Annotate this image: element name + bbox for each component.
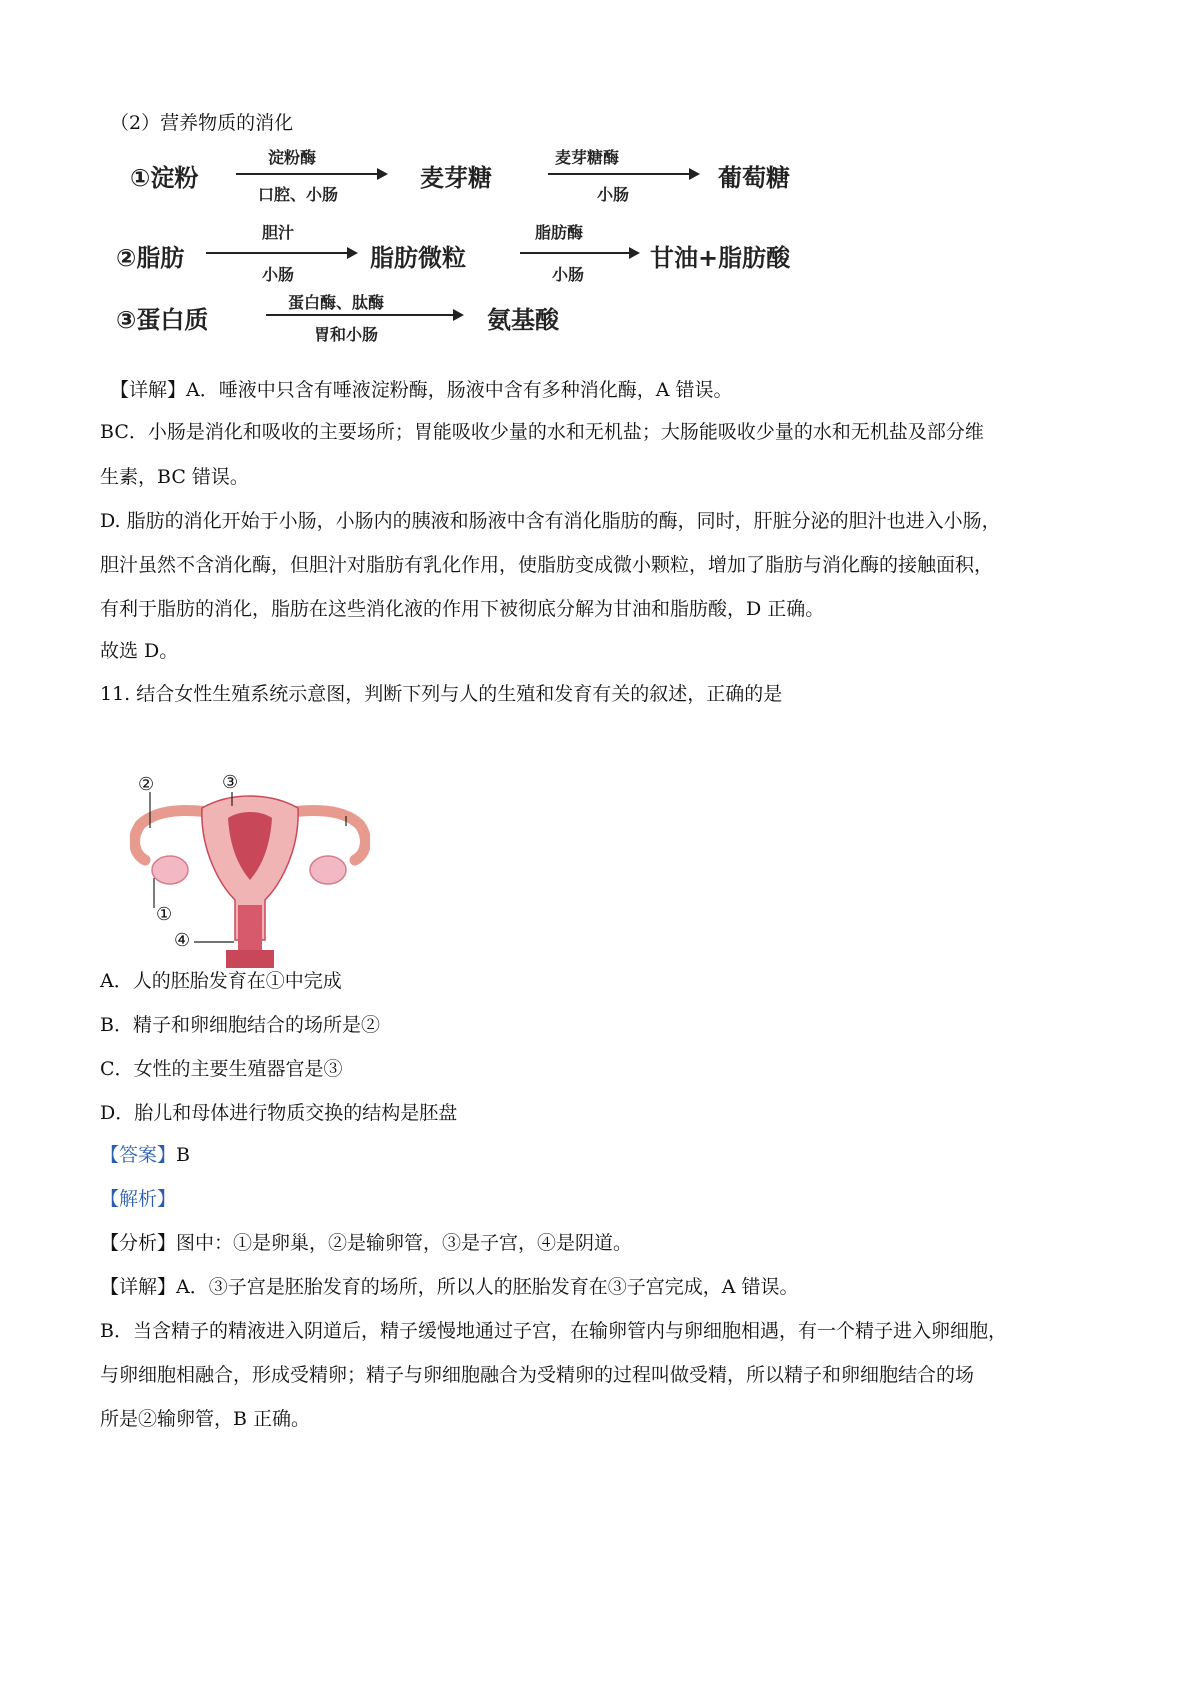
flow-start-protein: ③蛋白质 bbox=[116, 306, 209, 334]
flow-arrow bbox=[548, 173, 698, 175]
analysis-figure: 【分析】图中：①是卵巢，②是输卵管，③是子宫，④是阴道。 bbox=[100, 1232, 633, 1254]
answer-line bbox=[100, 1140, 190, 1167]
answer-label: 【答案】 bbox=[100, 1144, 177, 1166]
answer-value: B bbox=[176, 1144, 190, 1166]
flow-arrow bbox=[206, 252, 356, 254]
analysis-detail-a: 【详解】A．③子宫是胚胎发育的场所，所以人的胚胎发育在③子宫完成，A 错误。 bbox=[100, 1276, 799, 1298]
analysis-label: 【解析】 bbox=[100, 1188, 177, 1210]
flow-arrow bbox=[266, 314, 462, 316]
flow-enzyme-protease: 蛋白酶、肽酶 bbox=[288, 293, 385, 312]
label-two: ② bbox=[138, 774, 155, 795]
analysis-detail-b-line3: 所是②输卵管，B 正确。 bbox=[100, 1408, 311, 1430]
flow-place-intestine: 小肠 bbox=[597, 185, 630, 204]
flow-enzyme-lipase: 脂肪酶 bbox=[535, 223, 584, 242]
option-d: D．胎儿和母体进行物质交换的结构是胚盘 bbox=[100, 1102, 458, 1124]
flow-start-starch: ①淀粉 bbox=[130, 164, 199, 192]
flow-bile: 胆汁 bbox=[262, 223, 295, 242]
detail-d-line2: 胆汁虽然不含消化酶，但胆汁对脂肪有乳化作用，使脂肪变成微小颗粒，增加了脂肪与消化酶的接触面积， bbox=[100, 554, 994, 576]
label-four: ④ bbox=[174, 930, 191, 951]
option-b: B．精子和卵细胞结合的场所是② bbox=[100, 1014, 380, 1036]
flow-place-intestine: 小肠 bbox=[262, 265, 295, 284]
option-c: C．女性的主要生殖器官是③ bbox=[100, 1058, 343, 1080]
flow-enzyme-amylase: 淀粉酶 bbox=[268, 148, 317, 167]
flow-mid-fat-droplets: 脂肪微粒 bbox=[370, 244, 466, 272]
flow-end-amino-acid: 氨基酸 bbox=[487, 306, 559, 334]
flow-mid-maltose: 麦芽糖 bbox=[420, 164, 492, 192]
label-three: ③ bbox=[222, 772, 239, 793]
detail-bc-line1: BC．小肠是消化和吸收的主要场所；胃能吸收少量的水和无机盐；大肠能吸收少量的水和无机盐及部分维 bbox=[100, 421, 984, 443]
flow-place-mouth: 口腔、小肠 bbox=[258, 185, 339, 204]
analysis-detail-b-line2: 与卵细胞相融合，形成受精卵；精子与卵细胞融合为受精卵的过程叫做受精，所以精子和卵细胞结合的场 bbox=[100, 1364, 975, 1386]
flow-place-intestine: 小肠 bbox=[552, 265, 585, 284]
section-heading: （2）营养物质的消化 bbox=[110, 112, 294, 134]
detail-a: 【详解】A．唾液中只含有唾液淀粉酶，肠液中含有多种消化酶，A 错误。 bbox=[110, 379, 733, 401]
question-11: 11. 结合女性生殖系统示意图，判断下列与人的生殖和发育有关的叙述，正确的是 bbox=[100, 683, 783, 705]
detail-d-line3: 有利于脂肪的消化，脂肪在这些消化液的作用下被彻底分解为甘油和脂肪酸，D 正确。 bbox=[100, 598, 825, 620]
flow-end-glycerol: 甘油+脂肪酸 bbox=[650, 244, 791, 272]
reproductive-system-illustration bbox=[130, 780, 370, 980]
choose-d: 故选 D。 bbox=[100, 640, 179, 662]
flow-place-stomach: 胃和小肠 bbox=[314, 325, 379, 344]
analysis-detail-b-line1: B．当含精子的精液进入阴道后，精子缓慢地通过子宫，在输卵管内与卵细胞相遇，有一个精子进入卵细胞， bbox=[100, 1320, 1007, 1342]
female-reproductive-diagram bbox=[130, 772, 370, 980]
flow-start-fat: ②脂肪 bbox=[116, 244, 185, 272]
flow-end-glucose: 葡萄糖 bbox=[718, 164, 790, 192]
detail-d-line1: D. 脂肪的消化开始于小肠，小肠内的胰液和肠液中含有消化脂肪的酶，同时，肝脏分泌的胆汁也进入小肠， bbox=[100, 510, 1001, 532]
flow-enzyme-maltase: 麦芽糖酶 bbox=[555, 148, 620, 167]
label-one: ① bbox=[156, 904, 173, 925]
flow-arrow bbox=[236, 173, 386, 175]
option-a: A．人的胚胎发育在①中完成 bbox=[100, 970, 342, 992]
flow-arrow bbox=[520, 252, 638, 254]
detail-bc-line2: 生素，BC 错误。 bbox=[100, 466, 249, 488]
